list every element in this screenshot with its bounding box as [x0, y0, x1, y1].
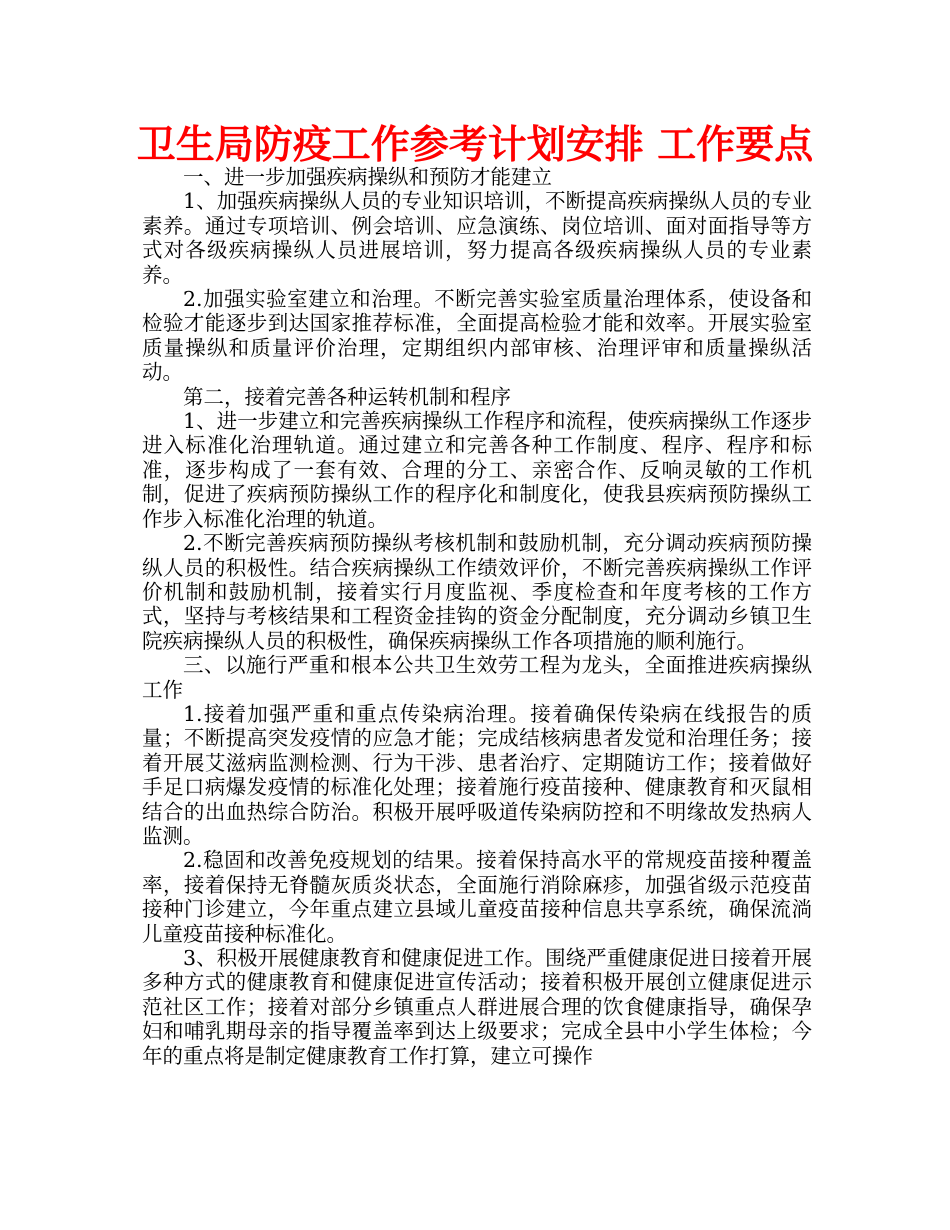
section-heading-1: 一、进一步加强疾病操纵和预防才能建立	[183, 165, 552, 189]
document-body	[142, 165, 812, 1068]
paragraph: 1、加强疾病操纵人员的专业知识培训，不断提高疾病操纵人员的专业素养。通过专项培训、例会培训、应急演练、岗位培训、面对面指导等方式对各级疾病操纵人员进展培训，努力提高各级疾病操纵人员的专业素养。	[142, 189, 812, 287]
paragraph: 3、积极开展健康教育和健康促进工作。围绕严重健康促进日接着开展多种方式的健康教育和健康促进宣传活动；接着积极开展创立健康促进示范社区工作；接着对部分乡镇重点人群进展合理的饮食健康指导，确保孕妇和哺乳期母亲的指导覆盖率到达上级要求；完成全县中小学生体检；今年的重点将是制定健康教育工作打算，建立可操作	[142, 946, 812, 1068]
paragraph: 2.不断完善疾病预防操纵考核机制和鼓励机制，充分调动疾病预防操纵人员的积极性。结合疾病操纵工作绩效评价，不断完善疾病操纵工作评价机制和鼓励机制，接着实行月度监视、季度检查和年度考核的工作方式，坚持与考核结果和工程资金挂钩的资金分配制度，充分调动乡镇卫生院疾病操纵人员的积极性，确保疾病操纵工作各项措施的顺利施行。	[142, 531, 812, 653]
paragraph: 1、进一步建立和完善疾病操纵工作程序和流程，使疾病操纵工作逐步进入标准化治理轨道。通过建立和完善各种工作制度、程序、程序和标准，逐步构成了一套有效、合理的分工、亲密合作、反响灵敏的工作机制，促进了疾病预防操纵工作的程序化和制度化，使我县疾病预防操纵工作步入标准化治理的轨道。	[142, 409, 812, 531]
paragraph: 2.加强实验室建立和治理。不断完善实验室质量治理体系，使设备和检验才能逐步到达国家推荐标准，全面提高检验才能和效率。开展实验室质量操纵和质量评价治理，定期组织内部审核、治理评审和质量操纵活动。	[142, 287, 812, 385]
paragraph: 2.稳固和改善免疫规划的结果。接着保持高水平的常规疫苗接种覆盖率，接着保持无脊髓灰质炎状态，全面施行消除麻疹，加强省级示范疫苗接种门诊建立，今年重点建立县域儿童疫苗接种信息共享系统，确保流淌儿童疫苗接种标准化。	[142, 848, 812, 946]
section-heading-3: 三、以施行严重和根本公共卫生效劳工程为龙头，全面推进疾病操纵工作	[142, 653, 812, 702]
document-title: 卫生局防疫工作参考计划安排 工作要点	[136, 123, 814, 168]
section-heading-2: 第二，接着完善各种运转机制和程序	[183, 384, 511, 409]
paragraph: 1.接着加强严重和重点传染病治理。接着确保传染病在线报告的质量；不断提高突发疫情的应急才能；完成结核病患者发觉和治理任务；接着开展艾滋病监测检测、行为干涉、患者治疗、定期随访工作；接着做好手足口病爆发疫情的标准化处理；接着施行疫苗接种、健康教育和灭鼠相结合的出血热综合防治。积极开展呼吸道传染病防控和不明缘故发热病人监测。	[142, 701, 812, 848]
